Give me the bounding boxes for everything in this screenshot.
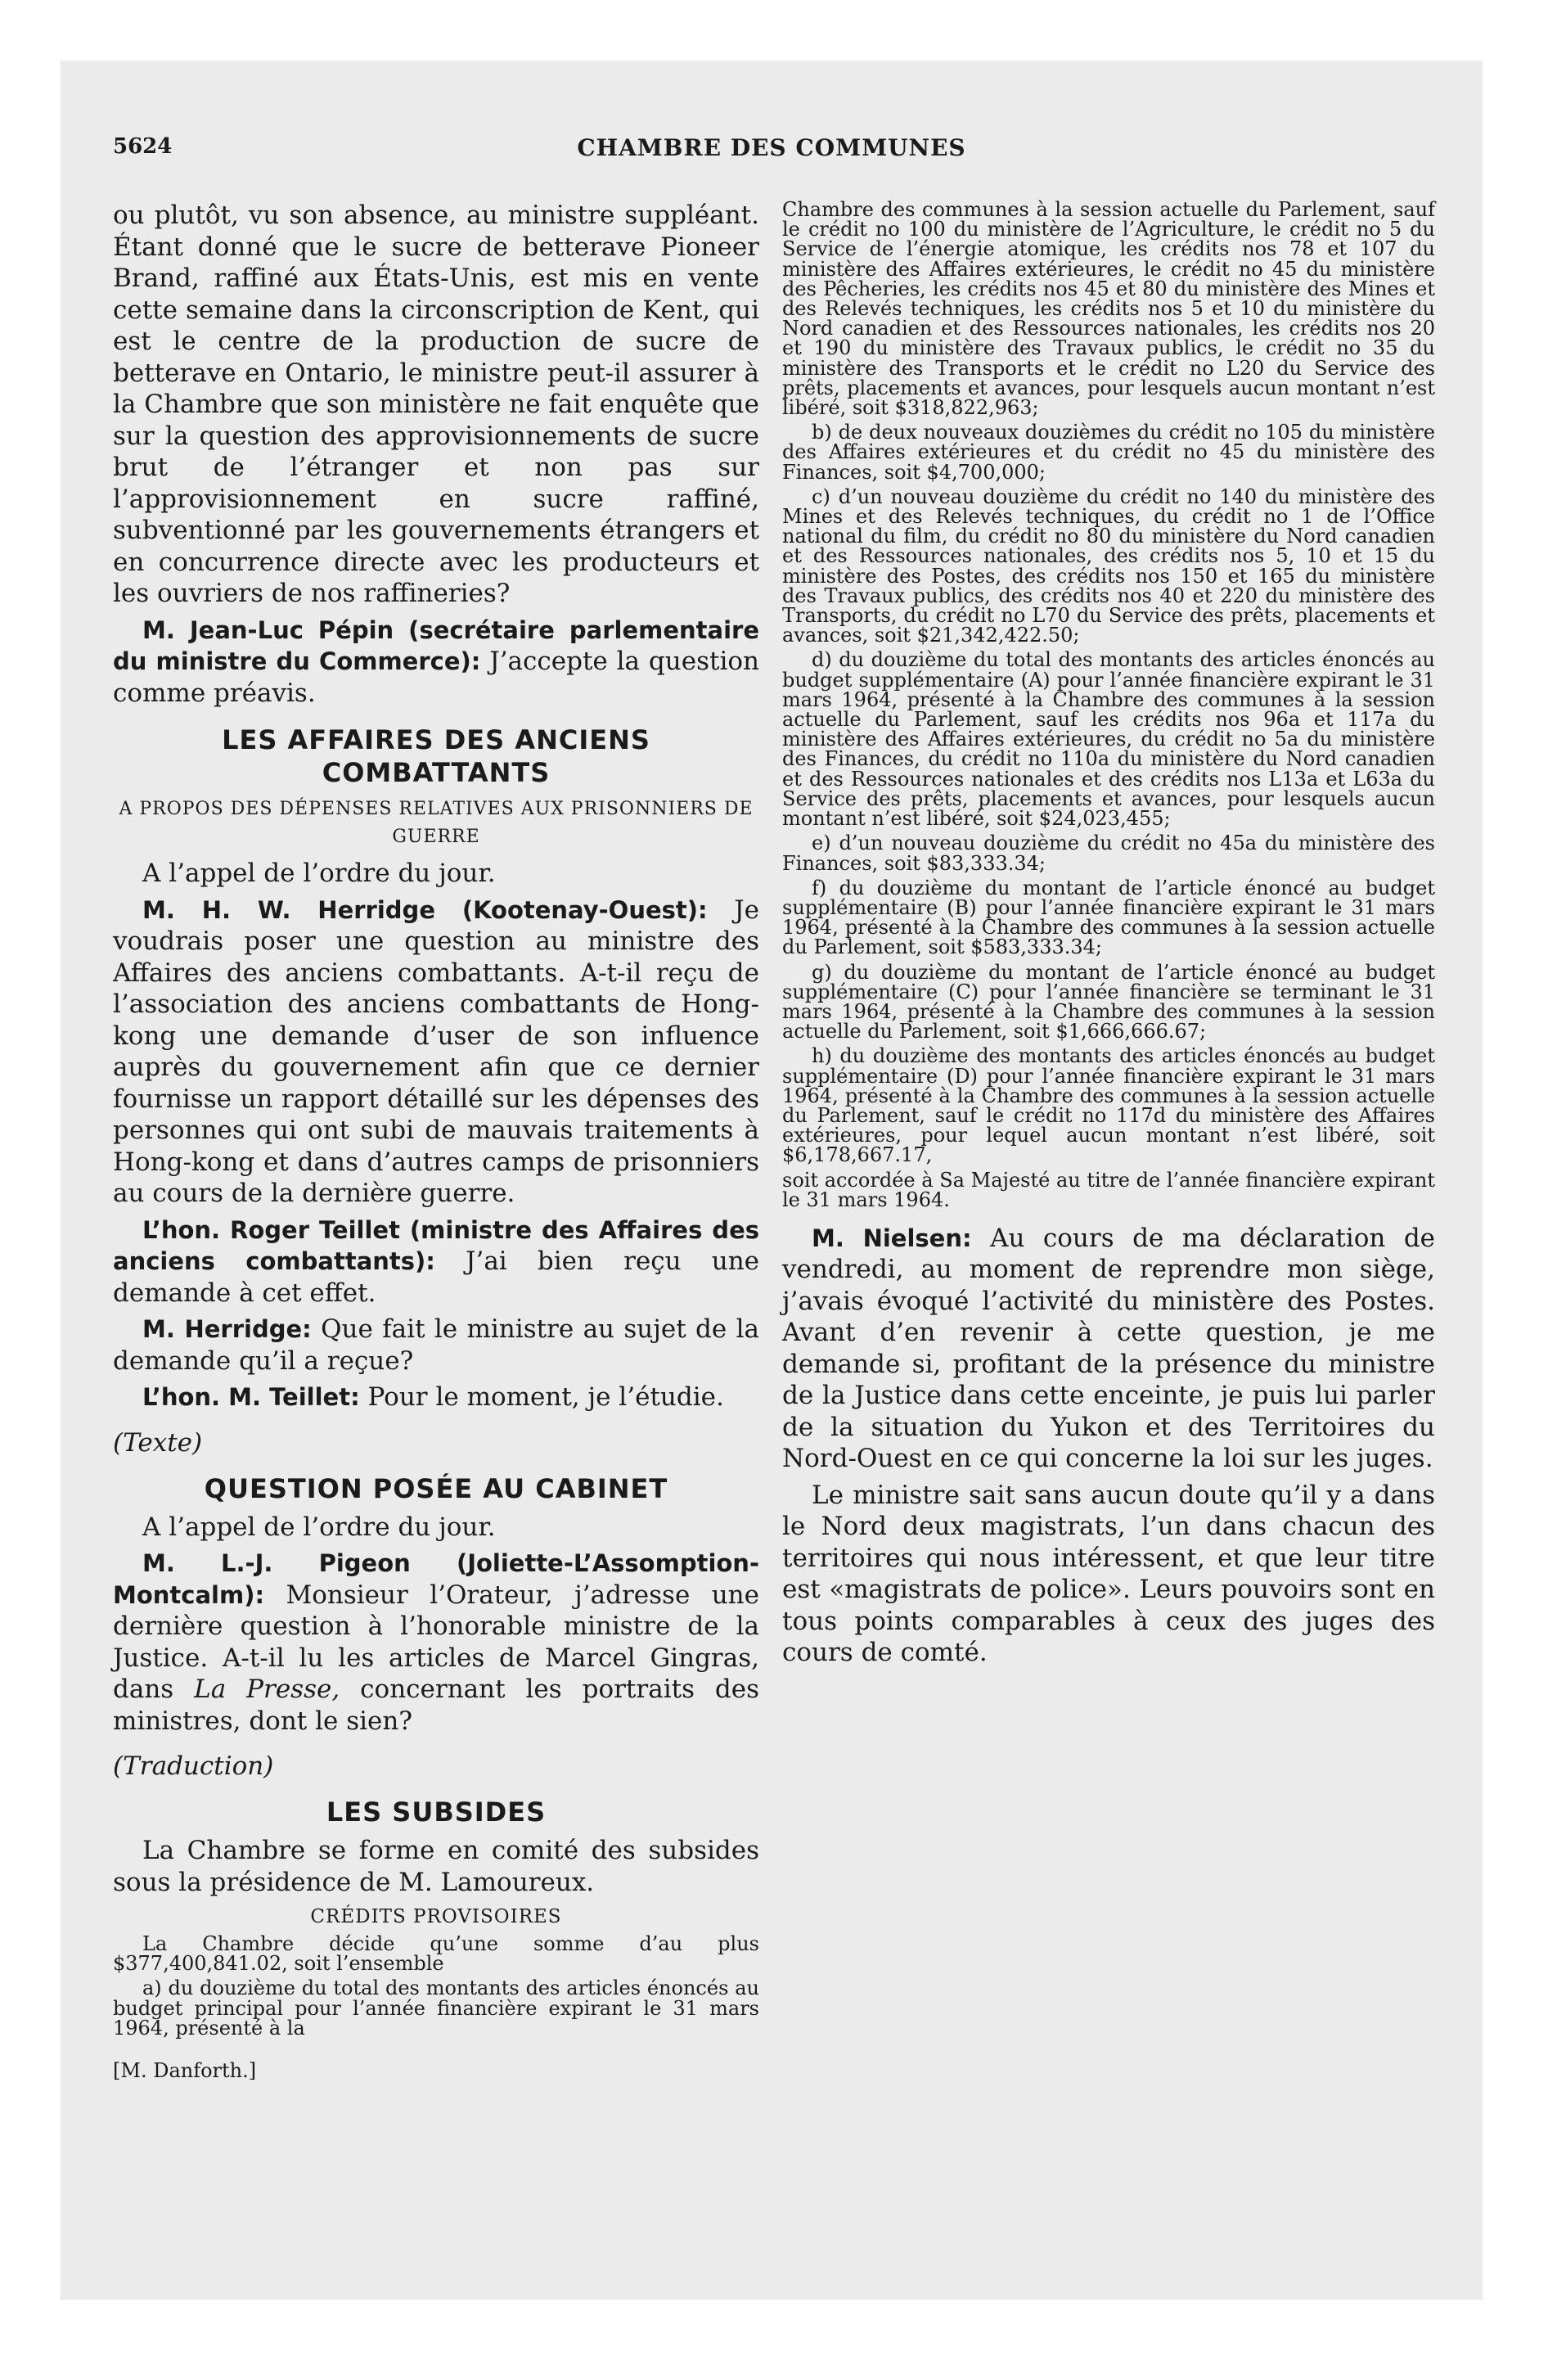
paragraph-item-f: f) du douzième du montant de l’article énoncé au budget supplémentaire (B) pour l’année financière expirant le 31 mars 1964, présenté à la Chambre des communes à la session actuelle du Parlement, soit $583,333.34; [782,876,1435,959]
paragraph-order-of-day: A l’appel de l’ordre du jour. [142,859,496,888]
signature-danforth: [M. Danforth.] [113,2059,257,2083]
speaker-name: M. Herridge: [142,1315,312,1343]
right-column [782,200,1435,1674]
speech-text: Que fait le ministre au sujet de la demande qu’il a reçue? [113,1314,759,1376]
paragraph-item-a: a) du douzième du total des montants des articles énoncés au budget principal pour l’année financière expirant le 31 mars 1964, présenté à la [113,1977,759,2040]
speaker-name: M. H. W. Herridge (Kootenay-Ouest): [142,895,708,924]
paragraph-item-a-cont: Chambre des communes à la session actuelle du Parlement, sauf le crédit no 100 du ministère de l’Agriculture, le crédit no 5 du Service de l’énergie atomique, les crédits nos 78 et 107 du ministère des Affaires extérieures, le crédit no 45 du ministère des Pêcheries, les crédits nos 45 et 80 du ministère des Mines et des Relevés techniques, les crédits nos 5 et 10 du ministère du Nord canadien et des Ressources nationales, les crédits nos 20 et 190 du ministère des Travaux publics, le crédit no 35 du ministère des Transports et le crédit no L20 du Service des prêts, placements et avances, pour lesquels aucun montant n’est libéré, soit $318,822,963; [782,198,1435,420]
page-number: 5624 [113,134,173,159]
speaker-name: M. Jean-Luc Pépin (secrétaire parlementaire du ministre du Commerce): [113,615,759,675]
speech-text: Monsieur l’Orateur, j’adresse une dernière question à l’honorable ministre de la Justice. A-t-il lu les articles de Marcel Gingras, dans [113,1580,759,1704]
speech-text: J’accepte la question comme préavis. [113,647,759,708]
section-heading: LES AFFAIRES DES ANCIENS COMBATTANTS [222,724,650,788]
paragraph-item-g: g) du douzième du montant de l’article énoncé au budget supplémentaire (C) pour l’année financière se terminant le 31 mars 1964, présenté à la Chambre des communes à la session actuelle du Parlement, soit $1,666,666.67; [782,960,1435,1044]
paragraph-pepin [113,615,759,710]
section-heading: LES SUBSIDES [326,1796,547,1828]
paragraph-item-h: h) du douzième des montants des articles énoncés au budget supplémentaire (D) pour l’année financière expirant le 31 mars 1964, présenté à la Chambre des communes à la session actuelle du Parlement, sauf le crédit no 117d du ministère des Affaires extérieures, pour lequel aucun montant n’est libéré, soit $6,178,667.17, [782,1044,1435,1167]
speaker-name: L’hon. M. Teillet: [142,1383,360,1411]
paragraph-pigeon [113,1548,759,1737]
paragraph-nielsen [782,1223,1435,1475]
speech-text: Je voudrais poser une question au ministre des Affaires des anciens combattants. A-t-il reçu de l’association des anciens combattants de Hong-kong une demande d’user de son influence auprès du gouvernement afin que ce dernier fournisse un rapport détaillé sur les dépenses des personnes qui ont subi de mauvais traitements à Hong-kong et dans d’autres camps de prisonniers au cours de la dernière guerre. [113,895,760,1208]
paragraph-herridge [113,895,759,1210]
newspaper-title: La Presse, [194,1675,340,1704]
speech-text: Au cours de ma déclaration de vendredi, au moment de reprendre mon siège, j’avais évoqué l’activité du ministère des Postes. Avant d’en revenir à cette question, je me demande si, profitant de la présence du ministre de la Justice dans cette enceinte, je puis lui parler de la situation du Yukon et des Territoires du Nord-Ouest en ce qui concerne la loi sur les juges. [782,1223,1436,1474]
scanned-page [61,61,1483,2300]
running-title: CHAMBRE DES COMMUNES [577,134,966,161]
paragraph-item-b: b) de deux nouveaux douzièmes du crédit no 105 du ministère des Affaires extérieures et du crédit no 45 du ministère des Finances, soit $4,700,000; [782,421,1435,484]
left-column [113,200,759,2082]
speech-text: J’ai bien reçu une demande à cet effet. [113,1246,760,1308]
speaker-name: M. L.-J. Pigeon (Joliette-L’Assomption-Montcalm): [113,1549,759,1609]
language-note: (Traduction) [113,1751,274,1781]
paragraph-resolution: La Chambre décide qu’une somme d’au plus $377,400,841.02, soit l’ensemble [113,1932,759,1976]
section-subheading: A PROPOS DES DÉPENSES RELATIVES AUX PRISONNIERS DE GUERRE [119,799,754,847]
section-heading: QUESTION POSÉE AU CABINET [204,1472,668,1504]
paragraph-item-c: c) d’un nouveau douzième du crédit no 140 du ministère des Mines et des Relevés techniques, du crédit no 1 de l’Office national du film, du crédit no 80 du ministère du Nord canadien et des Ressources nationales, des crédits nos 5, 10 et 15 du ministère des Postes, des crédits nos 150 et 165 du ministère des Travaux publics, des crédits nos 40 et 220 du ministère des Transports, du crédit no L70 du Service des prêts, placements et avances, soit $21,342,422.50; [782,485,1435,647]
paragraph-order-of-day: A l’appel de l’ordre du jour. [142,1512,496,1542]
subsection-heading: CRÉDITS PROVISOIRES [310,1906,562,1927]
paragraph-magistrates: Le ministre sait sans aucun doute qu’il y a dans le Nord deux magistrats, l’un dans chacun des territoires qui nous intéressent, et que leur titre est «magistrats de police». Leurs pouvoirs sont en tous points comparables à ceux des juges des cours de comté. [782,1480,1435,1668]
paragraph-item-d: d) du douzième du total des montants des articles énoncés au budget supplémentaire (A) pour l’année financière expirant le 31 mars 1964, présenté à la Chambre des communes à la session actuelle du Parlement, sauf les crédits nos 96a et 117a du ministère des Affaires extérieures, du crédit no 5a du ministère des Finances, du crédit no 110a du ministère du Nord canadien et des Ressources nationales et des crédits nos L13a et L63a du Service des prêts, placements et avances, pour lesquels aucun montant n’est libéré, soit $24,023,455; [782,648,1435,831]
language-note: (Texte) [113,1427,203,1458]
speech-text: concernant les portraits des ministres, dont le sien? [113,1675,760,1736]
paragraph-granted: soit accordée à Sa Majesté au titre de l’année financière expirant le 31 mars 1964. [782,1168,1435,1211]
speech-text: Pour le moment, je l’étudie. [367,1382,724,1412]
paragraph-question-sugar: ou plutôt, vu son absence, au ministre suppléant. Étant donné que le sucre de betterave Pioneer Brand, raffiné aux États-Unis, est mis en vente cette semaine dans la circonscription de Kent, qui est le centre de la production de sucre de betterave en Ontario, le ministre peut-il assurer à la Chambre que son ministère ne fait enquête que sur la question des approvisionnements de sucre brut de l’étranger et non pas sur l’approvisionnement en sucre raffiné, subventionné par les gouvernements étrangers et en concurrence directe avec les producteurs et les ouvriers de nos raffineries? [113,201,759,608]
page-header [113,134,1430,175]
paragraph-item-e: e) d’un nouveau douzième du crédit no 45a du ministère des Finances, soit $83,333.34; [782,832,1435,875]
speaker-name: L’hon. Roger Teillet (ministre des Affaires des anciens combattants): [113,1215,759,1275]
paragraph-committee: La Chambre se forme en comité des subsides sous la présidence de M. Lamoureux. [113,1836,759,1897]
paragraph-herridge-followup [113,1314,759,1377]
paragraph-teillet-reply [113,1382,759,1413]
paragraph-teillet [113,1215,759,1309]
speaker-name: M. Nielsen: [812,1224,972,1252]
